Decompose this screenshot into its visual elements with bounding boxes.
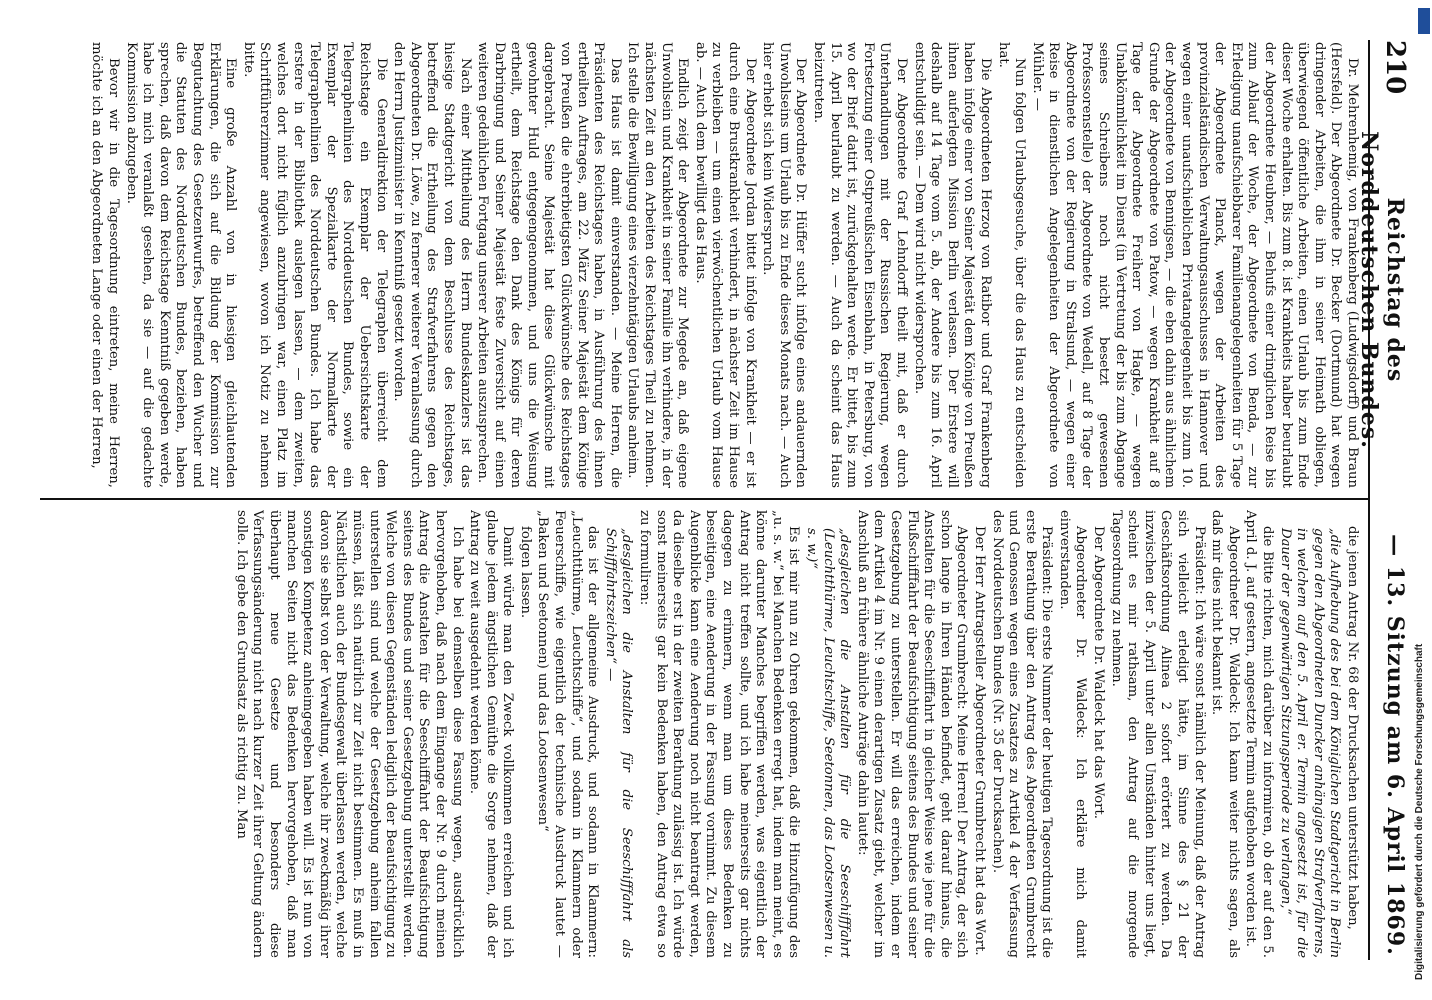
running-title-left: Reichstag des Norddeutschen Bundes. [1356,131,1408,449]
digitization-credit [1410,20,1430,980]
paragraph: Damit würde man den Zweck vollkommen erreichen und ich glaube jedem ängstlichen Gemüthe die Sorge nehmen, daß der Antrag zu weit ausgedehnt werden könne. [467,510,516,958]
paragraph: Der Abgeordnete Dr. Waldeck hat das Wort. [1091,526,1107,819]
paragraph: Der Abgeordnete Jordan bittet infolge von Krankheit — er ist durch eine Brustkrankheit verhindert, in nächster Zeit im Hause zu verbleiben — um einen vierwöchentlichen Urlaub vom Hause ab. — Auch dem bewilligt das Haus. [692,42,758,488]
page-number: 210 [1380,40,1410,95]
paragraph: Ich habe bei demselben diese Fassung wegen, ausdrücklich hervorgehoben, daß nach dem Eingange der Nr. 9 durch meinen Antrag die Anstalten für die Seeschifffahrt der Beaufsichtigung seitens des Bundes und seiner Gesetzgebung unterstellt werden. Welche von diesen Gegenständen lediglich der Beaufsichtigung zu unterstellen sind und welche der Gesetzgebung anheim fallen müssen, läßt sich natürlich zur Zeit nicht bestimmen. Es muß in Nächstlichen auch der Bundesgewalt überlassen werden, welche davon sie selbst von der Verwaltung, welche ihr zweckmäßig ihrer sonstigen Kompetenz anheimgegeben haben will. Es ist nun von manchen Seiten nicht das Bedenken hervorgehoben, daß man überhaupt neue Gesetze und besonders diese Verfassungsänderung nicht nach kurzer Zeit ihrer Geltung ändern solle. Ich gebe den Grundsatz als richtig zu. Man [233,510,465,958]
paragraph: die jenen Antrag Nr. 68 der Drucksachen unterstützt haben, [1345,526,1360,930]
paragraph: Der Abgeordnete Graf Lehndorff theilt mit, daß er durch Unterhandlungen mit der Russischen Regierung, wegen Fortsetzung einer Ostpreußischen Eisenbahn, in Petersburg, von wo der Brief datirt ist, zurückgehalten werde. Er bittet, bis zum 15. April beurlaubt zu werden. — Auch da scheint das Haus beizutreten. [811,42,909,488]
paragraph: Präsident: Die erste Nummer der heutigen Tagesordnung ist die erste Berathung über den Antrag des Abgeordneten Grumbrecht und Genossen wegen eines Zusatzes zu Artikel 4 der Verfassung des Norddeutschen Bundes (Nr. 35 der Drucksachen). [989,510,1055,958]
paragraph: das ist der allgemeine Ausdruck, und sodann in Klammern: „Leuchtthürme, Leuchtschiffe“, und sodann in Klammern oder Feuerschiffe, wie eigentlich der technische Ausdruck lautet — „Baken und Seetonnen) und das Lootsenwesen“ [535,510,601,958]
paragraph: Eine große Anzahl von in hiesigen gleichlautenden Erklärungen, die sich auf die Bildung der Kommission zur Begutachtung des Gesetzentwurfes, betreffend den Wucher und die Statuten des Norddeutschen Bundes, beziehen, haben sprechen, daß davon dem Reichstage Kenntniß gegeben werde, habe ich mich veranlaßt gesehen, da sie — auf die gedachte Kommission abzugeben. [123,42,239,488]
paragraph: Der Herr Antragsteller Abgeordneter Grumbrecht hat das Wort. [971,526,987,956]
quoted-amendment: „desgleichen die Anstalten für die Seeschifffahrt als Schifffahrtszeichen“ — [602,528,635,958]
paragraph: Die Generaldirektion der Telegraphen überreicht dem Reichstage ein Exemplar der Uebersichtskarte der Telegraphenlinien des Norddeutschen Bundes, sowie ein Exemplar der Spezialkarte der Normalkarte der Telegraphenlinien des Norddeutschen Bundes. Ich habe das erstere in der Bibliothek auslegen lassen, — dem zweiten, welches dort nicht füglich anzubringen war, einen Platz im Schriftführerzimmer angewiesen, wovon ich Notiz zu nehmen bitte. [240,42,389,488]
credit-text: Digitalisierung gefördert durch die Deutsche Forschungsgemeinschaft [1414,643,1425,980]
right-column [44,510,1360,958]
header-rule [1368,40,1370,960]
paragraph: die Bitte richten, mich darüber zu informiren, ob der auf den 5. April d. J. auf gestern, angesetzte Termin aufgehoben worden ist. [1243,510,1276,958]
paragraph: Nach einer Mittheilung des Herrn Bundeskanzlers ist das hiesige Stadtgericht von dem Beschlusse des Reichstages, betreffend die Ertheilung des Strafverfahrens gegen den Abgeordneten Dr. Löwe, zu fernerer weiterer Veranlassung durch den Herrn Justizminister in Kenntniß gesetzt worden. [391,42,473,488]
left-column [44,42,1360,488]
paragraph: folgen lassen. [517,526,533,619]
running-title-right: — 13. Sitzung am 6. April 1869. [1382,534,1408,956]
paragraph: Die Abgeordneten Herzog von Ratibor und Graf Frankenberg haben infolge einer von Seiner Majestät dem Könige von Preußen ihnen auferlegten Mission Berlin verlassen. Der Erstere will deshalb auf 14 Tage vom 5. ab, der Andere bis zum 16. April entschuldigt sein. — Dem wird nicht widersprochen. [911,42,993,488]
paragraph: Abgeordneter Grumbrecht: Meine Herren! Der Antrag, der sich schon lange in Ihren Händen befindet, geht darauf hinaus, die Anstalten für die Seeschifffahrt in gleicher Weise wie jene für die Flußschifffahrt der Beaufsichtigung seitens des Bundes und seiner Gesetzgebung zu unterstellen. Er will das erreichen, indem er dem Artikel 4 im Nr. 9 einen derartigen Zusatz giebt, welcher im Anschluß an frühere ähnliche Anträge dahin lautet: [854,510,970,958]
paragraph: Endlich zeigt der Abgeordnete zur Megede an, daß eigene Unwohlsein und Krankheit in seiner Familie ihn verhindere, in der nächsten Zeit an den Arbeiten des Reichstages Theil zu nehmen. Ich stelle die Bewilligung eines vierzehntägigen Urlaubs anheim. [625,42,691,488]
paragraph: Abgeordneter Dr. Waldeck: Ich kann weiter nichts sagen, als daß mir dies nicht bekannt ist. [1209,510,1241,958]
paragraph: Der Abgeordnete Dr. Hüffer sucht infolge eines andauernden Unwohlseins um Urlaub bis zu Ende dieses Monats nach. — Auch hier erhebt sich kein Widerspruch. [760,42,809,488]
paragraph: Das Haus ist damit einverstanden. — Meine Herren, die Präsidenten des Reichstages haben, in Ausführung des ihnen ertheilten Auftrages, am 22. März Seiner Majestät dem Könige von Preußen die ehrerbietigsten Glückwünsche des Reichstages dargebracht. Seine Majestät hat diese Glückwünsche mit gewohnter Huld entgegengenommen, und uns die Weisung ertheilt, dem Reichstage den Dank des Königs für deren Darbringung und Seiner Majestät feste Zuversicht auf einen weiteren gedeihlichen Fortgang unserer Arbeiten auszusprechen. [475,42,623,488]
paragraph: Präsident: Ich wäre sonst nämlich der Meinung, daß der Antrag sich vielleicht erledigt hätte, im Sinne des § 21 der Geschäftsordnung Alinea 2 sofort erörtert zu werden. Da inzwischen der 5. April unter allen Umständen hinter uns liegt, scheint es mir rathsam, den Antrag auf die morgende Tagesordnung zu nehmen. [1108,510,1207,958]
paragraph: Es ist mir nun zu Ohren gekommen, daß die Hinzufügung des „u. s. w.“ bei Manchen Bedenken erregt hat, indem man meint, es könne darunter Manches begriffen werden, was eigentlich der Antrag nicht treffen sollte, und ich habe meinerseits gar nichts dagegen zu erinnern, wenn man um dieses Bedenken zu beseitigen, eine Aenderung in der Fassung vornimmt. Zu diesem Augenblicke kann eine Aenderung noch nicht beantragt werden, da dieselbe erst in der zweiten Berathung zulässig ist. Ich würde sonst meinerseits gar kein Bedenken haben, den Antrag etwa so zu formuliren: [637,510,802,958]
page-header [1356,40,1414,960]
paragraph: Dr. Mehrenhemig, von Frankenberg (Ludwigsdorff) und Braun (Hersfeld). Der Abgeordnete Dr. Becker (Dortmund) hat wegen dringender Arbeiten, die ihm in seiner Heimath obliegen, überwiegend öffentliche Arbeiten, einen Urlaub bis zum Ende dieser Woche erhalten. Bis zum 8. ist Krankheits halber beurlaubt der Abgeordnete Heubner, — Behufs einer dringlichen Reise bis zum Ablauf der Woche, der Abgeordnete von Benda, — zur Erledigung unaufschiebbarer Familienangelegenheiten für 5 Tage der Abgeordnete Planck, wegen der Arbeiten des provinzialständischen Verwaltungsausschusses in Hannover und wegen einer unaufschieblichen Privatangelegenheit bis zum 10. der Abgeordnete von Bennigsen, — die eben dahin aus ähnlichem Grunde der Abgeordnete von Patow, — wegen Krankheit auf 8 Tage der Abgeordnete Freiherr von Hagke, — wegen Unabkömmlichkeit im Dienst (in Vertretung der bis zum Abgange seines Schreibens noch nicht besetzt gewesenen Professorenstelle) der Abgeordnete von Wedell, auf 8 Tage der Abgeordnete von der Regierung in Stralsund, — wegen einer Reise in dienstlichen Angelegenheiten der Abgeordnete von Mühler. — [1029,42,1360,488]
quoted-motion: „die Aufhebung des bei dem Königlichen Stadtgericht in Berlin gegen den Abgeordneten Duncker anhängigen Strafverfahrens, in welchem auf den 5. April er. Termin angesetzt ist, für die Dauer der gegenwärtigen Sitzungsperiode zu verlangen,“ [1277,528,1343,958]
paragraph: Abgeordneter Dr. Waldeck: Ich erkläre mich damit einverstanden. [1056,510,1089,958]
paragraph: Bevor wir in die Tagesordnung eintreten, meine Herren, möchte ich an den Abgeordneten Lange oder einen der Herren, [89,42,122,488]
quoted-amendment: „desgleichen die Anstalten für die Seeschifffahrt (Leuchtthürme, Leuchtschiffe, Seetonnen, das Lootsenwesen u. s. w.)“ [804,528,853,958]
column-divider [40,498,1370,500]
paragraph: Nun folgen Urlaubsgesuche, über die das Haus zu entscheiden hat. [995,42,1028,488]
